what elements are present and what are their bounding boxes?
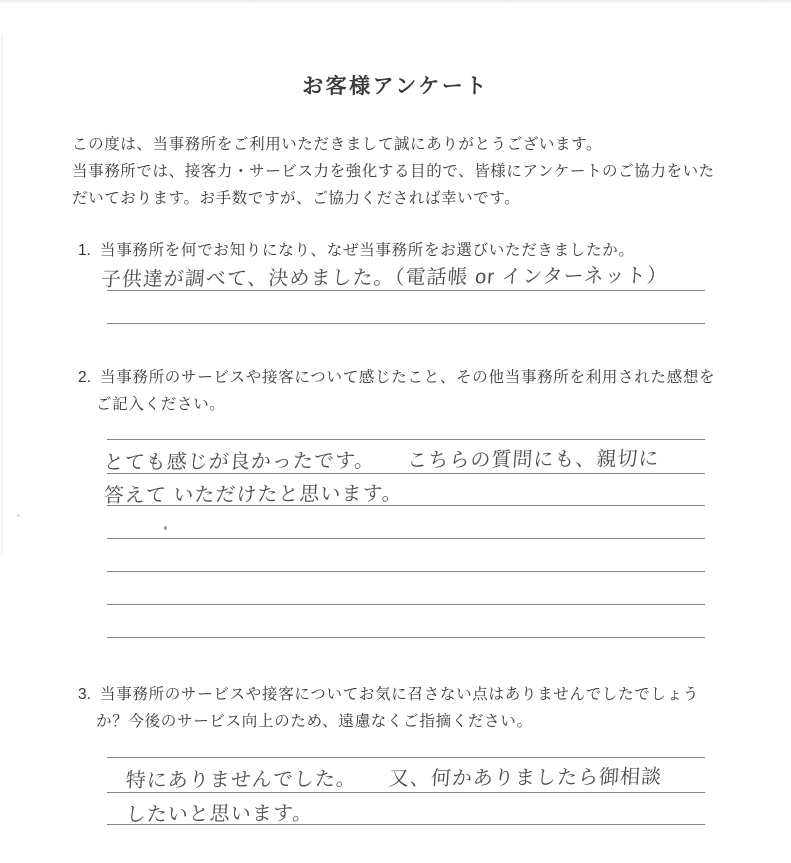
handwritten-answer-q2-line2: 答えて いただけたと思います。 [103, 482, 404, 508]
answer-ruled-line [107, 439, 705, 440]
question-3-number: 3. [78, 686, 91, 703]
answer-ruled-line [107, 571, 705, 572]
intro-line: この度は、当事務所をご利用いただきまして誠にありがとうございます。 [72, 136, 603, 153]
scan-edge-artifact [1, 35, 4, 555]
pen-dot-artifact [164, 526, 167, 530]
handwritten-answer-q2-line1: とても感じが良かったです。 こちらの質問にも、親切に [103, 448, 661, 475]
survey-title: お客様アンケート [302, 75, 489, 98]
answer-ruled-line [107, 604, 705, 605]
answer-ruled-line [107, 323, 705, 324]
handwritten-answer-q1: 子供達が調べて、決めました。（電話帳 or インターネット） [100, 265, 669, 292]
question-2 [78, 364, 715, 418]
answer-ruled-line [107, 538, 705, 539]
handwritten-answer-q3-line2: したいと思います。 [125, 802, 314, 826]
question-3-text-line2: か？今後のサービス向上のため、遠慮なくご指摘ください。 [96, 713, 533, 730]
question-3-text-line1: 当事務所のサービスや接客についてお気に召さない点はありませんでしたでしょう [100, 686, 700, 703]
answer-ruled-line [107, 757, 705, 758]
intro-line: 当事務所では、接客力・サービス力を強化する目的で、皆様にアンケートのご協力をいた [72, 163, 715, 180]
question-2-text-line1: 当事務所のサービスや接客について感じたこと、その他当事務所を利用された感想を [100, 369, 716, 386]
question-2-text-line2: ご記入ください。 [96, 396, 226, 413]
intro-paragraph [72, 131, 752, 212]
question-1-text: 当事務所を何でお知りになり、なぜ当事務所をお選びいただきましたか。 [100, 242, 635, 259]
question-1-number: 1. [78, 242, 91, 259]
handwritten-answer-q3-line1: 特にありませんでした。 又、何かありましたら御相談 [125, 766, 663, 792]
answer-ruled-line [107, 637, 705, 638]
question-2-number: 2. [78, 369, 91, 386]
intro-line: だいております。お手数ですが、ご協力くだされば幸いです。 [72, 190, 521, 207]
scan-edge-artifact [0, 0, 791, 4]
question-3 [78, 681, 699, 735]
scan-dot-artifact [17, 514, 20, 517]
